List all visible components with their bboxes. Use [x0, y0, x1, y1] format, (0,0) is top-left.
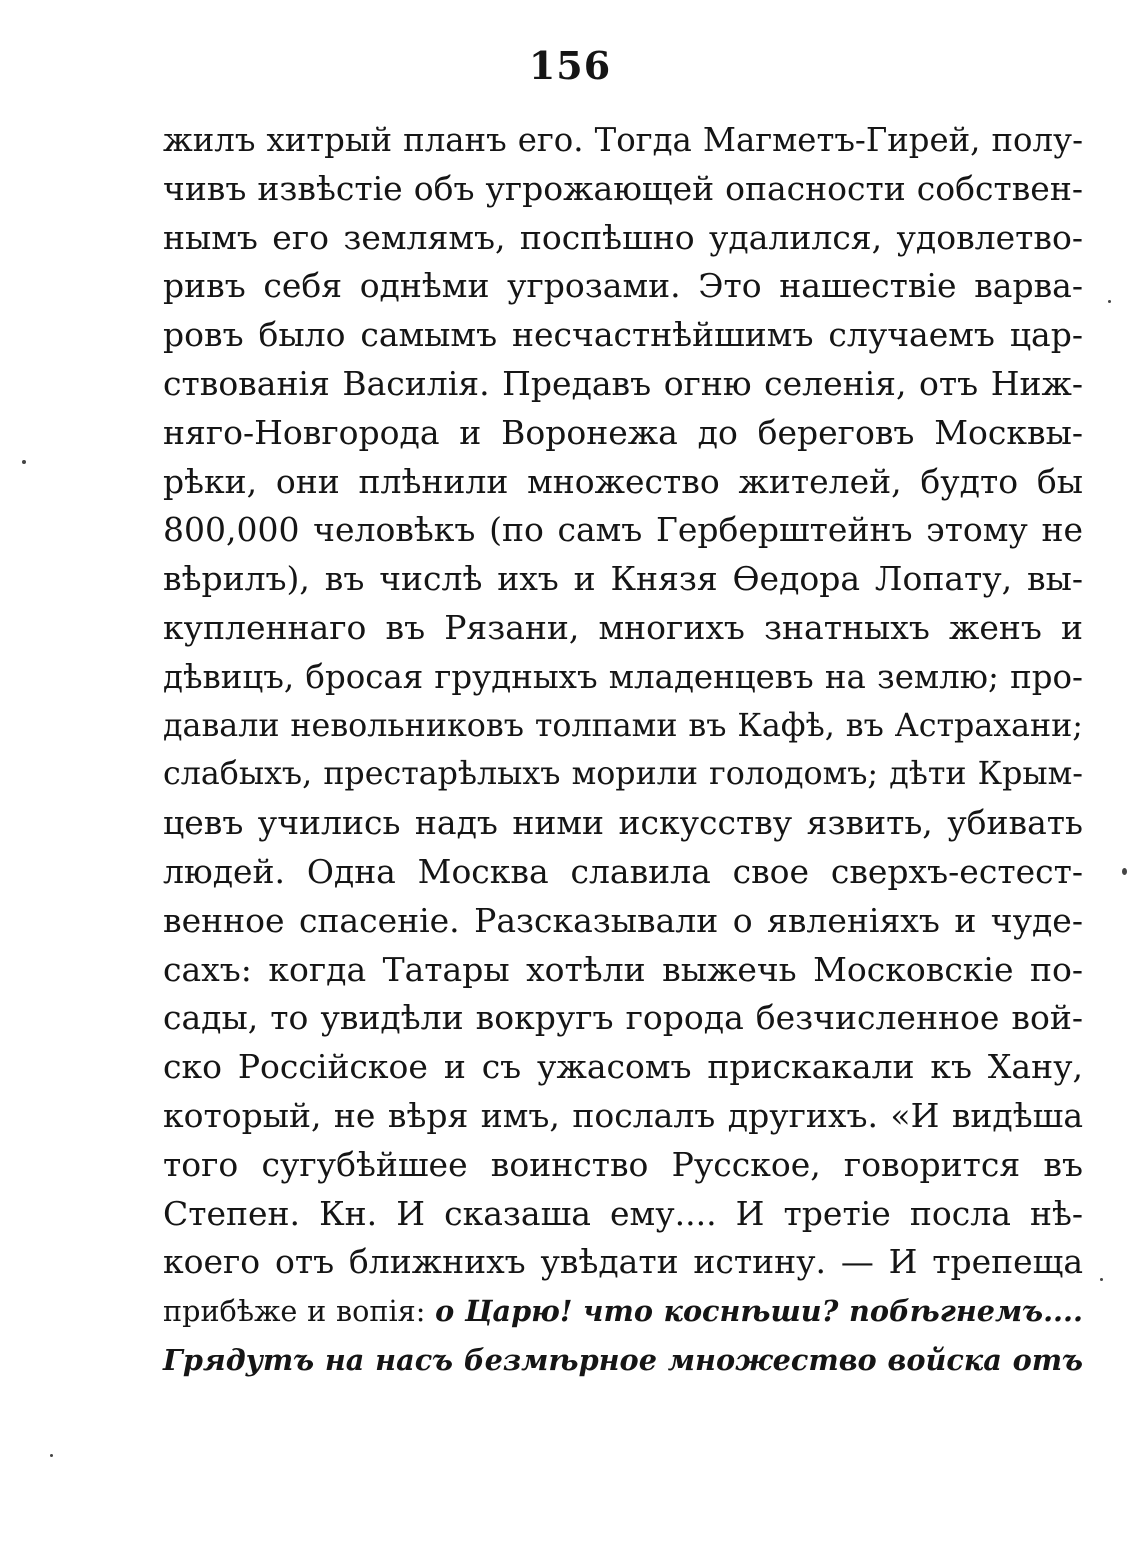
scan-speck [1108, 300, 1111, 303]
text-line: чивъ извѣстіе объ угрожающей опасности собствен- [163, 168, 1083, 208]
text-line: сахъ: когда Татары хотѣли выжечь Московскіе по- [163, 949, 1083, 989]
scan-speck [1122, 868, 1127, 875]
text-line: ско Россійское и съ ужасомъ прискакали къ Хану, [163, 1047, 1083, 1087]
text-line: вѣрилъ), въ числѣ ихъ и Князя Ѳедора Лопату, вы- [163, 559, 1083, 599]
text-line: коего отъ ближнихъ увѣдати истину. — И трепеща [163, 1242, 1083, 1282]
text-line: давали невольниковъ толпами въ Кафѣ, въ Астрахани; [163, 707, 1083, 744]
text-line-italic: Грядутъ на насъ безмѣрное множество войска отъ [163, 1342, 1083, 1377]
text-line: дѣвицъ, бросая грудныхъ младенцевъ на землю; про- [163, 657, 1083, 696]
text-line: жилъ хитрый планъ его. Тогда Магметъ-Гирей, полу- [163, 121, 1083, 159]
text-line: рѣки, они плѣнили множество жителей, будто бы [163, 461, 1083, 501]
body-text [163, 116, 1083, 1385]
text-line-mixed [163, 1287, 1083, 1336]
scan-speck [22, 460, 26, 464]
text-line: купленнаго въ Рязани, многихъ знатныхъ женъ и [163, 607, 1083, 647]
text-line: людей. Одна Москва славила свое сверхъ-естест- [163, 851, 1083, 891]
text-line: ривъ себя однѣми угрозами. Это нашествіе варва- [163, 266, 1083, 306]
text-line: 800,000 человѣкъ (по самъ Герберштейнъ этому не [163, 510, 1083, 550]
scan-speck [1100, 1278, 1103, 1281]
text-line: сады, то увидѣли вокругъ города безчисленное вой- [163, 998, 1083, 1038]
page-number: 156 [528, 43, 612, 88]
text-line: слабыхъ, престарѣлыхъ морили голодомъ; дѣти Крым- [163, 756, 1083, 793]
text-italic-part: о Царю! что коснѣши? побѣгнемъ.... [435, 1294, 1083, 1329]
text-line: ствованія Василія. Предавъ огню селенія, отъ Ниж- [163, 363, 1083, 403]
text-line: того сугубѣйшее воинство Русское, говорится въ [163, 1144, 1083, 1184]
text-line: ровъ было самымъ несчастнѣйшимъ случаемъ цар- [163, 315, 1083, 355]
text-regular-part: прибѣже и вопія: [163, 1294, 436, 1329]
scan-speck [50, 1454, 53, 1457]
text-line: цевъ учились надъ ними искусству язвить, убивать [163, 803, 1083, 843]
text-line: который, не вѣря имъ, послалъ другихъ. «И видѣша [163, 1095, 1083, 1135]
text-line: няго-Новгорода и Воронежа до береговъ Москвы- [163, 412, 1083, 452]
text-line: нымъ его землямъ, поспѣшно удалился, удовлетво- [163, 217, 1083, 257]
text-line: Степен. Кн. И сказаша ему.... И третіе посла нѣ- [163, 1193, 1083, 1233]
text-line: венное спасеніе. Разсказывали о явленіяхъ и чуде- [163, 900, 1083, 940]
